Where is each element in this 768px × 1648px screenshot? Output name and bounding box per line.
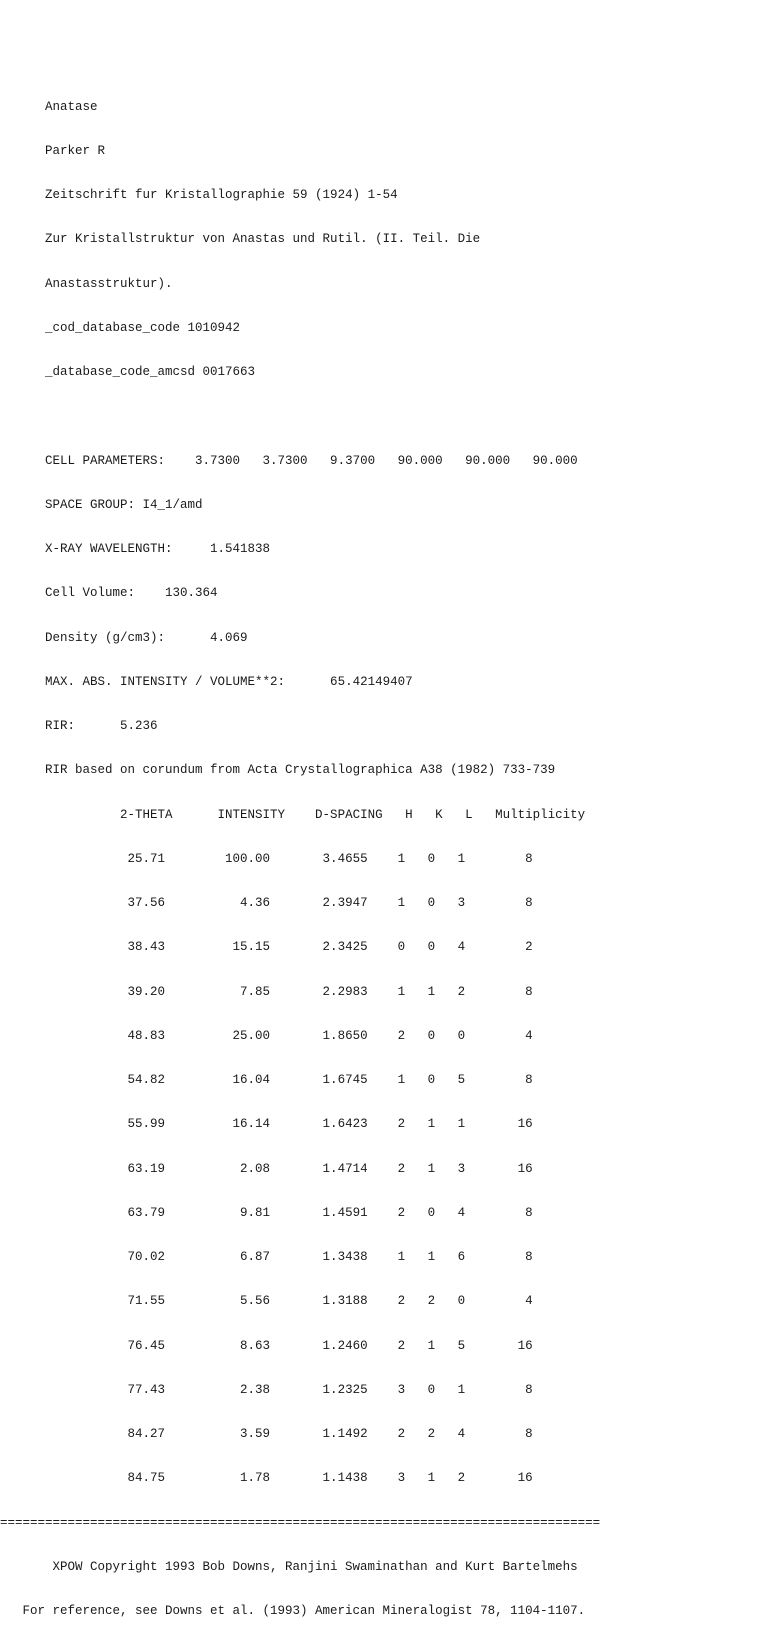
mineral-name — [0, 100, 600, 115]
reference-line: For reference, see Downs et al. (1993) American Mineralogist 78, 1104-1107. — [0, 1604, 586, 1618]
amcsd-database-code — [0, 365, 600, 380]
cod-database-code — [0, 321, 600, 336]
mineral-name-text: Anatase — [45, 99, 98, 114]
max-abs-text: MAX. ABS. INTENSITY / VOLUME**2: 65.42149407 — [45, 674, 413, 689]
table-row-text: 84.27 3.59 1.1492 2 2 4 8 — [45, 1427, 533, 1441]
xray-wavelength — [0, 542, 600, 557]
wavelength-text: X-RAY WAVELENGTH: 1.541838 — [45, 542, 271, 556]
density — [0, 631, 600, 646]
article-title-text-2: Anastasstruktur). — [45, 276, 173, 291]
table-row-text: 25.71 100.00 3.4655 1 0 1 8 — [45, 851, 533, 866]
max-abs-intensity — [0, 675, 600, 690]
rir-value — [0, 719, 600, 734]
journal-text: Zeitschrift fur Kristallographie 59 (1924) 1-54 — [45, 188, 398, 202]
table-row — [0, 1206, 600, 1221]
table-row-text: 39.20 7.85 2.2983 1 1 2 8 — [45, 984, 533, 999]
article-title-line-1 — [0, 232, 600, 247]
table-header — [0, 808, 600, 823]
table-header-text: 2-THETA INTENSITY D-SPACING H K L Multiplicity — [45, 807, 586, 822]
rir-note-text: RIR based on corundum from Acta Crystallographica A38 (1982) 733-739 — [45, 763, 556, 778]
table-row — [0, 896, 600, 911]
density-text: Density (g/cm3): 4.069 — [45, 630, 248, 645]
table-row-text: 70.02 6.87 1.3438 1 1 6 8 — [45, 1250, 533, 1264]
journal-line — [0, 188, 600, 203]
table-row-text: 54.82 16.04 1.6745 1 0 5 8 — [45, 1073, 533, 1087]
cell-parameters-text: CELL PARAMETERS: 3.7300 3.7300 9.3700 90.000 90.000 90.000 — [45, 453, 578, 468]
cell-parameters — [0, 454, 600, 469]
table-row-text: 84.75 1.78 1.1438 3 1 2 16 — [45, 1471, 533, 1486]
table-row-text: 63.19 2.08 1.4714 2 1 3 16 — [45, 1161, 533, 1176]
article-title-text-1: Zur Kristallstruktur von Anastas und Rutil. (II. Teil. Die — [45, 232, 481, 247]
table-row — [0, 1471, 600, 1486]
table-row-text: 71.55 5.56 1.3188 2 2 0 4 — [45, 1294, 533, 1309]
rir-text: RIR: 5.236 — [45, 719, 158, 733]
table-row — [0, 1250, 600, 1265]
table-row — [0, 1029, 600, 1044]
table-row-text: 63.79 9.81 1.4591 2 0 4 8 — [45, 1205, 533, 1220]
table-row — [0, 1117, 600, 1132]
table-row — [0, 1294, 600, 1309]
table-row — [0, 985, 600, 1000]
author-line — [0, 144, 600, 159]
xpow-document — [0, 70, 600, 1648]
table-row — [0, 1339, 600, 1354]
space-group-text: SPACE GROUP: I4_1/amd — [45, 497, 203, 512]
cell-volume-text: Cell Volume: 130.364 — [45, 586, 218, 601]
author-text: Parker R — [45, 143, 106, 158]
copyright-line: XPOW Copyright 1993 Bob Downs, Ranjini Swaminathan and Kurt Bartelmehs — [0, 1559, 578, 1574]
separator-line: ================================================================================ — [0, 1515, 601, 1530]
table-row — [0, 1162, 600, 1177]
table-row-text: 48.83 25.00 1.8650 2 0 0 4 — [45, 1028, 533, 1043]
table-row — [0, 1073, 600, 1088]
amcsd-code-text: _database_code_amcsd 0017663 — [45, 365, 256, 379]
table-row-text: 77.43 2.38 1.2325 3 0 1 8 — [45, 1382, 533, 1397]
rir-note — [0, 763, 600, 778]
table-row — [0, 940, 600, 955]
table-row-text: 37.56 4.36 2.3947 1 0 3 8 — [45, 896, 533, 910]
cod-code-text: _cod_database_code 1010942 — [45, 320, 241, 335]
table-row-text: 76.45 8.63 1.2460 2 1 5 16 — [45, 1338, 533, 1353]
table-row — [0, 1383, 600, 1398]
table-row — [0, 1427, 600, 1442]
article-title-line-2 — [0, 277, 600, 292]
space-group — [0, 498, 600, 513]
table-row-text: 55.99 16.14 1.6423 2 1 1 16 — [45, 1117, 533, 1132]
blank-line — [0, 409, 600, 424]
table-row — [0, 852, 600, 867]
table-row-text: 38.43 15.15 2.3425 0 0 4 2 — [45, 940, 533, 955]
cell-volume — [0, 586, 600, 601]
